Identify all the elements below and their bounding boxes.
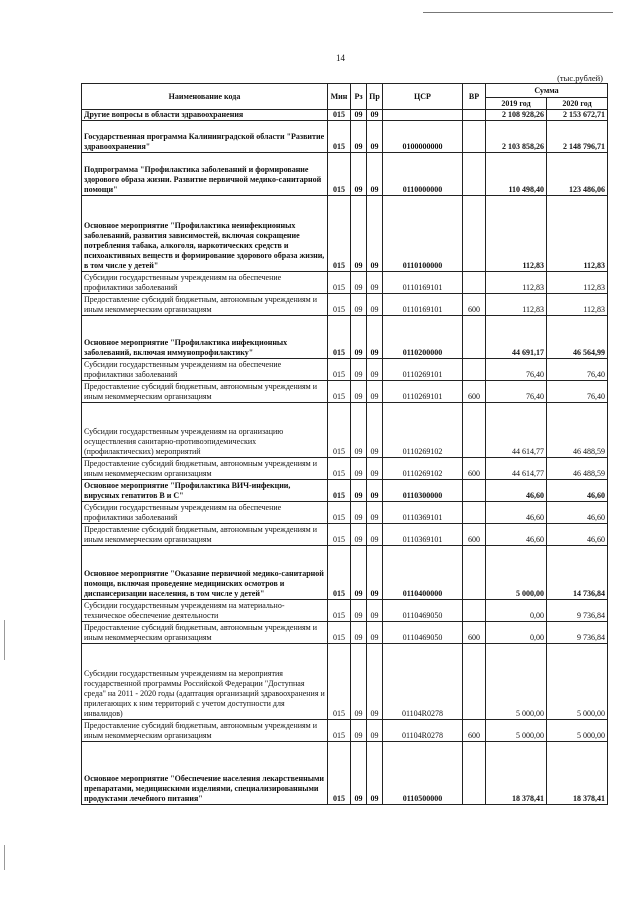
table-row — [82, 153, 608, 196]
row-pr: 09 — [367, 644, 383, 720]
row-name: Субсидии государственным учреждениям на обеспечение профилактики заболеваний — [82, 272, 328, 294]
top-rule — [423, 12, 613, 13]
row-csr: 0110369101 — [383, 524, 463, 546]
row-csr: 0110200000 — [383, 316, 463, 359]
row-pr: 09 — [367, 480, 383, 502]
row-min: 015 — [328, 272, 351, 294]
row-csr: 0110369101 — [383, 502, 463, 524]
row-name: Основное мероприятие "Обеспечение населения лекарственными препаратами, медицинскими изделиями, специализированными продуктами лечебного питания" — [82, 742, 328, 805]
row-2020: 46,60 — [547, 480, 608, 502]
row-rz: 09 — [351, 153, 367, 196]
row-rz: 09 — [351, 359, 367, 381]
row-min: 015 — [328, 110, 351, 121]
row-min: 015 — [328, 121, 351, 153]
row-vr — [463, 110, 486, 121]
table-row — [82, 403, 608, 458]
row-rz: 09 — [351, 110, 367, 121]
row-pr: 09 — [367, 720, 383, 742]
row-rz: 09 — [351, 381, 367, 403]
row-vr: 600 — [463, 294, 486, 316]
row-name: Предоставление субсидий бюджетным, автономным учреждениям и иным некоммерческим организациям — [82, 458, 328, 480]
table-row — [82, 272, 608, 294]
table-row — [82, 600, 608, 622]
row-2020: 76,40 — [547, 359, 608, 381]
table-row — [82, 458, 608, 480]
row-name: Субсидии государственным учреждениям на обеспечение профилактики заболеваний — [82, 502, 328, 524]
row-2020: 76,40 — [547, 381, 608, 403]
header-sum: Сумма — [486, 84, 608, 98]
row-vr — [463, 153, 486, 196]
row-name: Предоставление субсидий бюджетным, автономным учреждениям и иным некоммерческим организациям — [82, 622, 328, 644]
row-2019: 46,60 — [486, 480, 547, 502]
row-2019: 112,83 — [486, 196, 547, 272]
row-name: Основное мероприятие "Профилактика инфекционных заболеваний, включая иммунопрофилактику" — [82, 316, 328, 359]
row-name: Государственная программа Калининградской области "Развитие здравоохранения" — [82, 121, 328, 153]
row-2019: 5 000,00 — [486, 546, 547, 600]
row-2020: 5 000,00 — [547, 644, 608, 720]
row-name: Основное мероприятие "Оказание первичной медико-санитарной помощи, включая проведение медицинских осмотров и диспансеризации населения, в том числе у детей" — [82, 546, 328, 600]
table-row — [82, 524, 608, 546]
row-vr — [463, 546, 486, 600]
header-2019: 2019 год — [486, 98, 547, 110]
row-vr — [463, 359, 486, 381]
row-pr: 09 — [367, 110, 383, 121]
row-rz: 09 — [351, 480, 367, 502]
row-2019: 2 108 928,26 — [486, 110, 547, 121]
row-2019: 18 378,41 — [486, 742, 547, 805]
row-min: 015 — [328, 502, 351, 524]
row-vr — [463, 644, 486, 720]
row-name: Субсидии государственным учреждениям на материально-техническое обеспечение деятельности — [82, 600, 328, 622]
row-rz: 09 — [351, 546, 367, 600]
row-csr: 0110269102 — [383, 458, 463, 480]
row-2019: 5 000,00 — [486, 644, 547, 720]
table-row — [82, 502, 608, 524]
units-note: (тыс.рублей) — [557, 73, 603, 83]
row-min: 015 — [328, 196, 351, 272]
row-pr: 09 — [367, 381, 383, 403]
row-min: 015 — [328, 742, 351, 805]
row-min: 015 — [328, 403, 351, 458]
row-2019: 112,83 — [486, 272, 547, 294]
row-min: 015 — [328, 316, 351, 359]
row-csr — [383, 110, 463, 121]
row-pr: 09 — [367, 359, 383, 381]
row-vr — [463, 121, 486, 153]
row-pr: 09 — [367, 742, 383, 805]
row-name: Другие вопросы в области здравоохранения — [82, 110, 328, 121]
row-pr: 09 — [367, 316, 383, 359]
row-name: Предоставление субсидий бюджетным, автономным учреждениям и иным некоммерческим организациям — [82, 524, 328, 546]
row-csr: 0110500000 — [383, 742, 463, 805]
row-min: 015 — [328, 480, 351, 502]
table-row — [82, 359, 608, 381]
row-2020: 5 000,00 — [547, 720, 608, 742]
row-csr: 0110000000 — [383, 153, 463, 196]
row-2020: 46,60 — [547, 524, 608, 546]
row-rz: 09 — [351, 742, 367, 805]
row-csr: 0110269101 — [383, 359, 463, 381]
row-csr: 0110469050 — [383, 600, 463, 622]
row-2019: 0,00 — [486, 600, 547, 622]
header-2020: 2020 год — [547, 98, 608, 110]
row-vr — [463, 403, 486, 458]
row-rz: 09 — [351, 121, 367, 153]
row-rz: 09 — [351, 720, 367, 742]
row-2019: 112,83 — [486, 294, 547, 316]
row-2019: 76,40 — [486, 381, 547, 403]
row-rz: 09 — [351, 403, 367, 458]
row-rz: 09 — [351, 600, 367, 622]
row-csr: 0110469050 — [383, 622, 463, 644]
row-2019: 0,00 — [486, 622, 547, 644]
row-pr: 09 — [367, 294, 383, 316]
table-row — [82, 622, 608, 644]
row-rz: 09 — [351, 294, 367, 316]
row-2020: 46 488,59 — [547, 403, 608, 458]
row-2020: 112,83 — [547, 196, 608, 272]
row-2020: 2 148 796,71 — [547, 121, 608, 153]
table-row — [82, 644, 608, 720]
row-2019: 44 614,77 — [486, 403, 547, 458]
row-name: Субсидии государственным учреждениям на мероприятия государственной программы Российской Федерации "Доступная среда" на 2011 - 2020 годы (адаптация организаций здравоохранения и прилегающих к ним территорий с учетом доступности для инвалидов) — [82, 644, 328, 720]
row-name: Предоставление субсидий бюджетным, автономным учреждениям и иным некоммерческим организациям — [82, 381, 328, 403]
row-vr: 600 — [463, 720, 486, 742]
row-csr: 0110300000 — [383, 480, 463, 502]
row-2019: 46,60 — [486, 524, 547, 546]
row-2020: 123 486,06 — [547, 153, 608, 196]
table-row — [82, 110, 608, 121]
row-min: 015 — [328, 622, 351, 644]
row-rz: 09 — [351, 458, 367, 480]
row-min: 015 — [328, 294, 351, 316]
row-csr: 0110269102 — [383, 403, 463, 458]
header-csr: ЦСР — [383, 84, 463, 110]
row-vr: 600 — [463, 622, 486, 644]
row-vr — [463, 316, 486, 359]
row-2019: 5 000,00 — [486, 720, 547, 742]
row-2019: 76,40 — [486, 359, 547, 381]
row-min: 015 — [328, 524, 351, 546]
row-min: 015 — [328, 720, 351, 742]
row-min: 015 — [328, 458, 351, 480]
row-vr — [463, 742, 486, 805]
row-2020: 112,83 — [547, 294, 608, 316]
row-min: 015 — [328, 644, 351, 720]
row-rz: 09 — [351, 644, 367, 720]
row-csr: 0110400000 — [383, 546, 463, 600]
row-rz: 09 — [351, 196, 367, 272]
margin-mark — [4, 845, 5, 870]
row-vr: 600 — [463, 524, 486, 546]
table-row — [82, 546, 608, 600]
row-vr — [463, 600, 486, 622]
row-rz: 09 — [351, 316, 367, 359]
row-csr: 0100000000 — [383, 121, 463, 153]
row-csr: 01104R0278 — [383, 720, 463, 742]
row-rz: 09 — [351, 502, 367, 524]
row-2020: 9 736,84 — [547, 622, 608, 644]
row-rz: 09 — [351, 272, 367, 294]
row-2020: 46,60 — [547, 502, 608, 524]
row-2020: 18 378,41 — [547, 742, 608, 805]
row-2020: 14 736,84 — [547, 546, 608, 600]
row-2020: 112,83 — [547, 272, 608, 294]
row-min: 015 — [328, 600, 351, 622]
row-min: 015 — [328, 359, 351, 381]
table-row — [82, 480, 608, 502]
row-pr: 09 — [367, 502, 383, 524]
margin-mark — [4, 620, 5, 660]
row-2019: 2 103 858,26 — [486, 121, 547, 153]
row-csr: 0110169101 — [383, 272, 463, 294]
table-row — [82, 316, 608, 359]
row-pr: 09 — [367, 272, 383, 294]
row-pr: 09 — [367, 524, 383, 546]
row-vr — [463, 502, 486, 524]
table-row — [82, 720, 608, 742]
table-row — [82, 121, 608, 153]
row-name: Основное мероприятие "Профилактика неинфекционных заболеваний, развития зависимостей, включая сокращение потребления табака, алкоголя, наркотических средств и психоактивных веществ и формирование здорового образа жизни, в том числе у детей" — [82, 196, 328, 272]
row-csr: 01104R0278 — [383, 644, 463, 720]
row-vr — [463, 272, 486, 294]
row-vr — [463, 196, 486, 272]
row-rz: 09 — [351, 622, 367, 644]
row-name: Предоставление субсидий бюджетным, автономным учреждениям и иным некоммерческим организациям — [82, 720, 328, 742]
header-name: Наименование кода — [82, 84, 328, 110]
table-row — [82, 381, 608, 403]
row-pr: 09 — [367, 622, 383, 644]
row-name: Подпрограмма "Профилактика заболеваний и формирование здорового образа жизни. Развитие первичной медико-санитарной помощи" — [82, 153, 328, 196]
page-number: 14 — [336, 53, 345, 63]
row-vr — [463, 480, 486, 502]
row-vr: 600 — [463, 458, 486, 480]
row-pr: 09 — [367, 121, 383, 153]
row-csr: 0110100000 — [383, 196, 463, 272]
header-pr: Пр — [367, 84, 383, 110]
row-min: 015 — [328, 381, 351, 403]
row-2020: 46 564,99 — [547, 316, 608, 359]
row-pr: 09 — [367, 458, 383, 480]
row-2019: 46,60 — [486, 502, 547, 524]
row-2019: 44 691,17 — [486, 316, 547, 359]
header-vr: ВР — [463, 84, 486, 110]
header-min: Мин — [328, 84, 351, 110]
row-pr: 09 — [367, 546, 383, 600]
row-name: Субсидии государственным учреждениям на обеспечение профилактики заболеваний — [82, 359, 328, 381]
row-pr: 09 — [367, 403, 383, 458]
row-min: 015 — [328, 153, 351, 196]
row-2019: 44 614,77 — [486, 458, 547, 480]
row-min: 015 — [328, 546, 351, 600]
row-2019: 110 498,40 — [486, 153, 547, 196]
row-csr: 0110269101 — [383, 381, 463, 403]
row-pr: 09 — [367, 153, 383, 196]
table-row — [82, 294, 608, 316]
row-name: Субсидии государственным учреждениям на организацию осуществления санитарно-противоэпидемических (профилактических) мероприятий — [82, 403, 328, 458]
row-pr: 09 — [367, 600, 383, 622]
row-name: Основное мероприятие "Профилактика ВИЧ-инфекции, вирусных гепатитов В и С" — [82, 480, 328, 502]
row-2020: 9 736,84 — [547, 600, 608, 622]
table-body — [82, 110, 608, 805]
row-pr: 09 — [367, 196, 383, 272]
budget-table — [81, 83, 608, 805]
row-rz: 09 — [351, 524, 367, 546]
row-vr: 600 — [463, 381, 486, 403]
row-2020: 2 153 672,71 — [547, 110, 608, 121]
row-2020: 46 488,59 — [547, 458, 608, 480]
row-csr: 0110169101 — [383, 294, 463, 316]
table-row — [82, 742, 608, 805]
header-rz: Рз — [351, 84, 367, 110]
table-row — [82, 196, 608, 272]
row-name: Предоставление субсидий бюджетным, автономным учреждениям и иным некоммерческим организациям — [82, 294, 328, 316]
